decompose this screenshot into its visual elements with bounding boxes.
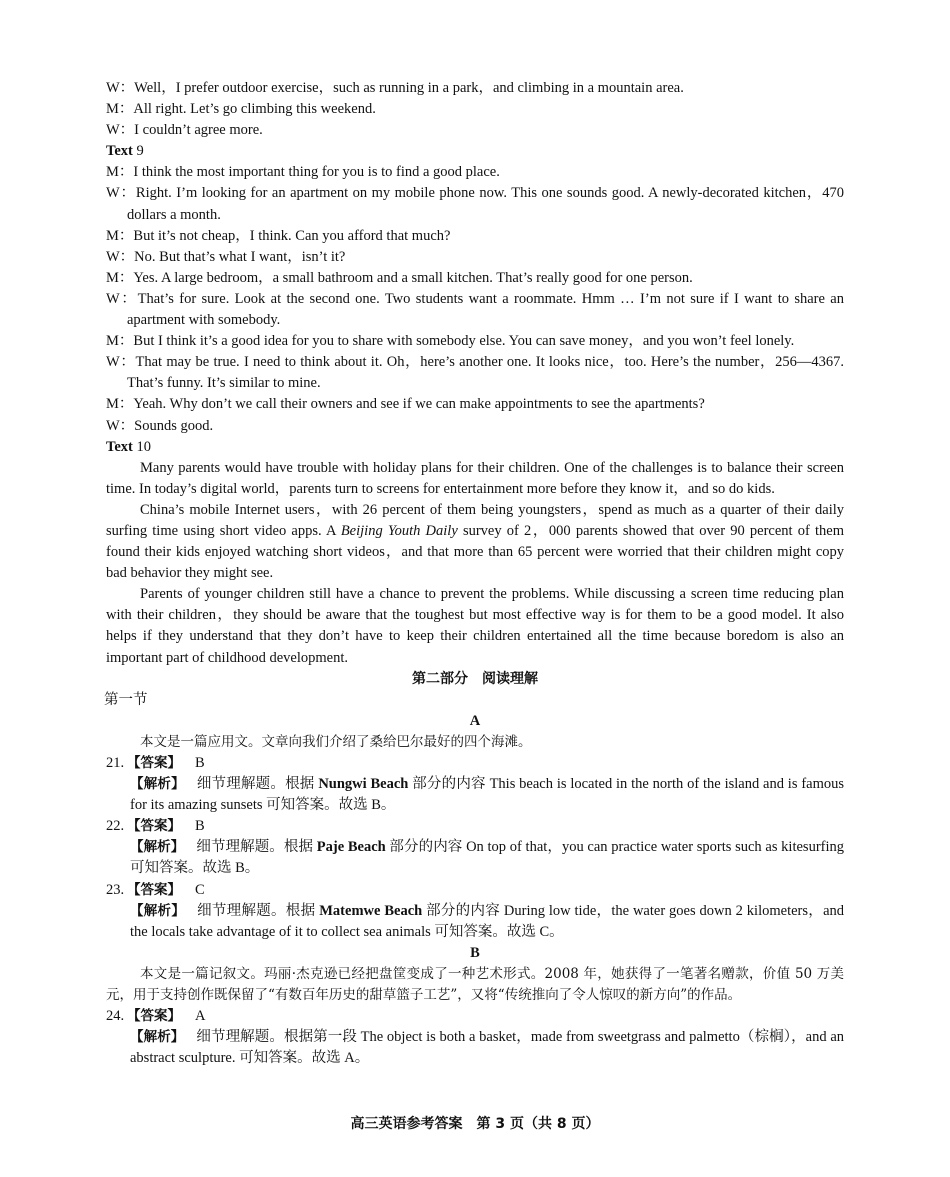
answer-tag: 【答案】	[127, 1008, 181, 1025]
q22-number: 22.	[106, 818, 125, 835]
answer-tag: 【答案】	[127, 755, 181, 771]
dialogue-line: M：I think the most important thing for you is to find a good place.	[106, 164, 500, 181]
explain-tag: 【解析】	[130, 839, 185, 856]
text10-heading	[106, 437, 844, 458]
text10-paragraph-2	[106, 500, 844, 584]
q22-answer-value: B	[195, 818, 205, 835]
text9-heading	[106, 141, 844, 162]
dialogue-line: W：That may be true. I need to think about it. Oh，here’s another one. It looks nice，too. Here’s the number，256—4367. That’s funny. It’s similar to mine.	[106, 354, 844, 392]
part2-title: 第二部分 阅读理解	[412, 670, 538, 687]
dialogue-line: W：Well，I prefer outdoor exercise，such as running in a park，and climbing in a mountain area.	[106, 80, 684, 96]
passage-b-letter: B	[470, 944, 480, 961]
q22-expl-pre: 细节理解题。根据	[196, 839, 317, 856]
q21-answer	[106, 753, 844, 774]
q23-expl-bold: Matemwe Beach	[319, 902, 423, 919]
q21-answer-value: B	[195, 755, 205, 771]
text10-paragraph-3: Parents of younger children still have a chance to prevent the problems. While discussing a screen time reducing plan with their children，they should be aware that the toughest but most effective way is for them to be a good model. It also helps if they understand that they don’t have to keep their children entertained all the time because boredom is also an important part of childhood development.	[106, 586, 844, 666]
dialogue-line: W：No. But that’s what I want，isn’t it?	[106, 248, 346, 265]
dialogue-line: M：Yeah. Why don’t we call their owners and see if we can make appointments to see the apartments?	[106, 396, 705, 413]
dialogue-line: W：Right. I’m looking for an apartment on my mobile phone now. This one sounds good. A newly-decorated kitchen，470 dollars a month.	[106, 185, 844, 223]
q21-expl-bold: Nungwi Beach	[318, 776, 409, 793]
q22-expl-post: 部分的内容 On top of that，you can practice water sports such as kitesurfing 可知答案。故选 B。	[130, 839, 845, 877]
text10-p2-pre: China’s mobile Internet users，with 26 percent of them being youngsters，spend as much as a quarter of their daily surfing time using short video apps. A	[106, 501, 844, 539]
dialogue-line: W：I couldn’t agree more.	[106, 122, 263, 139]
text10-p2-post: survey of 2，000 parents showed that over 90 percent of them found their kids enjoyed watching short videos，and that more than 65 percent were worried that their children might copy bad behavior they might see.	[106, 522, 844, 582]
explain-tag: 【解析】	[130, 902, 186, 919]
q22-expl-bold: Paje Beach	[316, 839, 386, 856]
q24-explanation	[106, 1027, 844, 1069]
text9-number: 9	[136, 143, 144, 160]
answer-tag: 【答案】	[127, 881, 181, 898]
dialogue-line: M：Yes. A large bedroom，a small bathroom and a small kitchen. That’s really good for one person.	[106, 269, 693, 286]
q24-number: 24.	[106, 1008, 125, 1025]
text10-label: Text	[106, 438, 133, 455]
q23-answer-value: C	[195, 881, 205, 898]
dialogue-line: M：All right. Let’s go climbing this weekend.	[106, 101, 376, 118]
answer-tag: 【答案】	[127, 818, 181, 835]
q24-expl-text: 细节理解题。根据第一段 The object is both a basket，made from sweetgrass and palmetto（棕榈），and an abstract sculpture. 可知答案。故选 A。	[130, 1029, 845, 1067]
dialogue-line: M：But it’s not cheap，I think. Can you afford that much?	[106, 227, 451, 244]
passage-a-summary: 本文是一篇应用文。文章向我们介绍了桑给巴尔最好的四个海滩。	[140, 733, 532, 750]
dialogue-line: W：Sounds good.	[106, 417, 214, 434]
page-footer: 高三英语参考答案 第 3 页（共 8 页）	[350, 1116, 600, 1132]
q24-answer-value: A	[195, 1008, 206, 1025]
q21-expl-pre: 细节理解题。根据	[196, 776, 319, 793]
q23-expl-post: 部分的内容 During low tide，the water goes down 2 kilometers，and the locals take advantage of it to collect sea animals 可知答案。故选 C。	[130, 902, 845, 940]
passage-a-letter: A	[469, 712, 481, 729]
newspaper-title: Beijing Youth Daily	[340, 522, 458, 539]
explain-tag: 【解析】	[130, 776, 185, 793]
text10-number: 10	[136, 438, 151, 455]
q21-expl-post: 部分的内容 This beach is located in the north of the island and is famous for its amazing sunsets 可知答案。故选 B。	[130, 776, 844, 814]
explain-tag: 【解析】	[130, 1029, 185, 1046]
q22-explanation	[106, 837, 844, 879]
page-content	[106, 78, 844, 1069]
text10-paragraph-1: Many parents would have trouble with holiday plans for their children. One of the challenges is to balance their screen time. In today’s digital world，parents turn to screens for entertainment more before they know it，and so do kids.	[106, 459, 844, 497]
q24-answer	[106, 1006, 844, 1027]
q23-expl-pre: 细节理解题。根据	[197, 902, 320, 919]
q21-number: 21.	[106, 755, 125, 771]
text9-label: Text	[106, 143, 133, 160]
section-1-label: 第一节	[104, 691, 148, 708]
q23-answer	[106, 880, 844, 901]
dialogue-line: W：That’s for sure. Look at the second one. Two students want a roommate. Hmm … I’m not sure if I want to share an apartment with somebody.	[106, 290, 844, 329]
q21-explanation	[106, 774, 844, 816]
q22-answer	[106, 816, 844, 837]
dialogue-line: M：But I think it’s a good idea for you to share with somebody else. You can save money，and you won’t feel lonely.	[106, 333, 795, 350]
q23-explanation	[106, 901, 844, 943]
passage-b-summary: 本文是一篇记叙文。玛丽·杰克逊已经把盘筐变成了一种艺术形式。2008 年，她获得了一笔著名赠款，价值 50 万美元，用于支持创作既保留了“有数百年历史的甜草篮子工艺”，又将“传统推向了令人惊叹的新方向”的作品。	[106, 965, 844, 1004]
q23-number: 23.	[106, 881, 125, 898]
